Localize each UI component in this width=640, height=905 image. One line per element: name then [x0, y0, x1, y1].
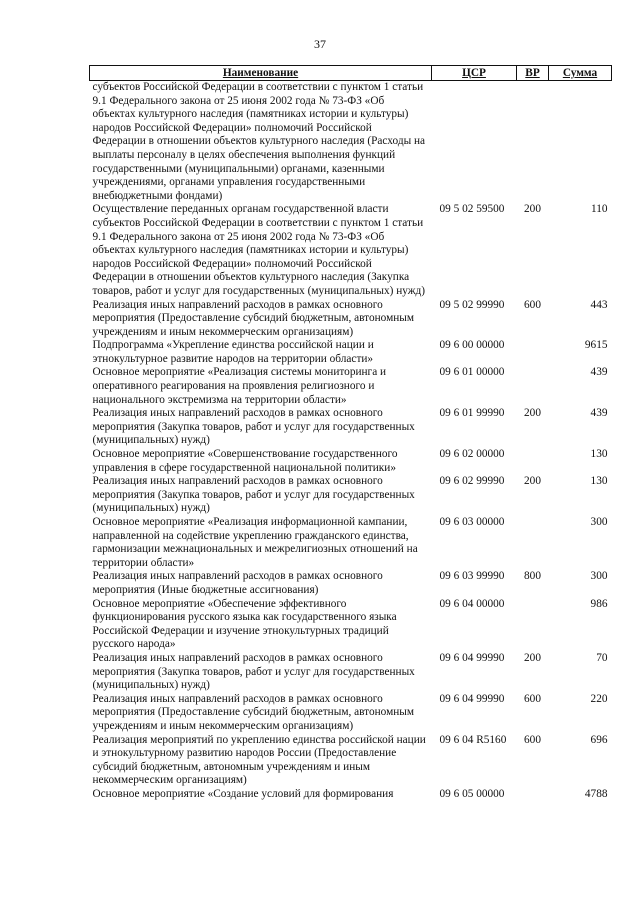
table-row: [90, 475, 612, 516]
table-row: [90, 366, 612, 407]
row-sum: 70: [596, 651, 608, 664]
row-vr: [517, 366, 549, 407]
row-sum: 130: [590, 475, 608, 488]
table-row: [90, 734, 612, 788]
row-sum: 439: [590, 407, 608, 420]
table-row: [90, 299, 612, 340]
row-sum: 300: [590, 516, 608, 528]
row-csr: 09 6 04 99990: [439, 692, 505, 705]
row-vr: 600: [524, 692, 541, 705]
table-row: [90, 788, 612, 802]
table-header: [90, 66, 612, 81]
row-csr: 09 6 05 00000: [439, 787, 505, 800]
row-csr: 09 6 02 99990: [439, 475, 505, 488]
row-csr: 09 6 03 00000: [439, 516, 505, 528]
row-vr: 800: [524, 570, 541, 583]
row-name: Осуществление переданных органам государственной власти субъектов Российской Федерации в соответствии с пунктом 1 статьи 9.1 Федерального закона от 25 июня 2002 года № 73-ФЗ «Об объектах культурного наследия (памятниках истории и культуры) народов Российской Федерации» полномочий Российской Федерации в отношении объектов культурного наследия (Закупка товаров, работ и услуг для государственных (муниципальных) нужд): [92, 203, 426, 297]
header-vr: ВР: [517, 66, 549, 81]
table-row: [90, 203, 612, 298]
row-sum: 443: [590, 298, 608, 311]
row-name: Реализация иных направлений расходов в рамках основного мероприятия (Закупка товаров, работ и услуг для государственных (муниципальных) нужд): [92, 475, 415, 515]
table-row: [90, 407, 612, 448]
row-name: Основное мероприятие «Реализация системы мониторинга и оперативного реагирования на проявления религиозного и национального экстремизма на территории области»: [92, 366, 387, 406]
row-name: субъектов Российской Федерации в соответствии с пунктом 1 статьи 9.1 Федерального закона от 25 июня 2002 года № 73-ФЗ «Об объектах культурного наследия (памятниках истории и культуры) народов Российской Федерации» полномочий Российской Федерации в отношении объектов культурного наследия (Расходы на выплаты персоналу в целях обеспечения выполнения функций государственными (муниципальными) органами, казенными учреждениями, органами управления государственными внебюджетными фондами): [92, 81, 426, 202]
row-sum: 300: [590, 570, 608, 583]
row-vr: 600: [524, 298, 541, 311]
row-name: Реализация иных направлений расходов в рамках основного мероприятия (Предоставление субсидий бюджетным, автономным учреждениям и иным некоммерческим организациям): [92, 298, 415, 338]
row-vr: 200: [524, 475, 541, 488]
row-vr: [517, 448, 549, 475]
row-vr: 200: [524, 203, 541, 216]
row-vr: [517, 339, 549, 366]
budget-table: [89, 65, 612, 801]
header-row: [90, 66, 612, 81]
row-vr: [517, 516, 549, 570]
table-row: [90, 570, 612, 597]
row-csr: 09 6 00 00000: [439, 339, 505, 352]
row-csr: 09 5 02 99990: [439, 298, 505, 311]
row-vr: 600: [524, 733, 541, 746]
row-vr: 200: [524, 651, 541, 664]
header-sum: Сумма: [549, 66, 612, 81]
row-sum: 986: [590, 597, 608, 610]
row-name: Реализация иных направлений расходов в рамках основного мероприятия (Закупка товаров, работ и услуг для государственных (муниципальных) нужд): [92, 651, 415, 692]
row-sum: 130: [590, 448, 608, 461]
row-csr: 09 6 02 00000: [439, 448, 505, 461]
row-sum: 439: [590, 366, 608, 379]
row-vr: [517, 788, 549, 802]
row-csr: 09 6 04 R5160: [439, 733, 507, 746]
row-sum: 110: [590, 203, 608, 216]
table-body: [90, 81, 612, 802]
row-vr: [517, 598, 549, 652]
row-name: Основное мероприятие «Обеспечение эффективного функционирования русского языка как государственного языка Российской Федерации и изучение этнокультурных традиций русского народа»: [92, 597, 397, 651]
row-csr: 09 6 04 00000: [439, 597, 505, 610]
row-csr: 09 6 03 99990: [439, 570, 505, 583]
row-csr: 09 6 01 00000: [439, 366, 505, 379]
row-name: Реализация иных направлений расходов в рамках основного мероприятия (Закупка товаров, работ и услуг для государственных (муниципальных) нужд): [92, 407, 415, 447]
row-vr: [517, 81, 549, 204]
row-vr: 200: [524, 407, 541, 420]
row-sum: 4788: [584, 787, 608, 800]
table-row: [90, 516, 612, 570]
row-name: Основное мероприятие «Совершенствование государственного управления в сфере государственной национальной политики»: [92, 448, 398, 474]
row-sum: 696: [590, 733, 608, 746]
row-csr: 09 5 02 59500: [439, 203, 505, 216]
row-name: Подпрограмма «Укрепление единства российской нации и этнокультурное развитие народов на территории области»: [92, 339, 374, 365]
header-name: Наименование: [90, 66, 432, 81]
row-name: Основное мероприятие «Создание условий для формирования: [92, 787, 394, 800]
row-sum: [549, 81, 612, 204]
page-number: 37: [314, 37, 326, 51]
row-csr: [432, 81, 517, 204]
header-csr: ЦСР: [432, 66, 517, 81]
row-csr: 09 6 01 99990: [439, 407, 505, 420]
table-row: [90, 693, 612, 734]
row-csr: 09 6 04 99990: [439, 651, 505, 664]
row-sum: 9615: [584, 339, 608, 352]
table-row: [90, 652, 612, 693]
row-name: Основное мероприятие «Реализация информационной кампании, направленной на содействие укреплению гражданского единства, гармонизации межнациональных и межрелигиозных отношений на территории области»: [92, 516, 418, 569]
table-row: [90, 598, 612, 652]
table-row: [90, 339, 612, 366]
row-name: Реализация иных направлений расходов в рамках основного мероприятия (Предоставление субсидий бюджетным, автономным учреждениям и иным некоммерческим организациям): [92, 692, 415, 732]
row-name: Реализация иных направлений расходов в рамках основного мероприятия (Иные бюджетные ассигнования): [92, 570, 383, 596]
table-row: [90, 448, 612, 475]
table-row: [90, 81, 612, 204]
row-sum: 220: [590, 692, 608, 705]
row-name: Реализация мероприятий по укреплению единства российской нации и этнокультурному развитию народов России (Предоставление субсидий бюджетным, автономным учреждениям и иным некоммерческим организациям): [92, 733, 426, 787]
